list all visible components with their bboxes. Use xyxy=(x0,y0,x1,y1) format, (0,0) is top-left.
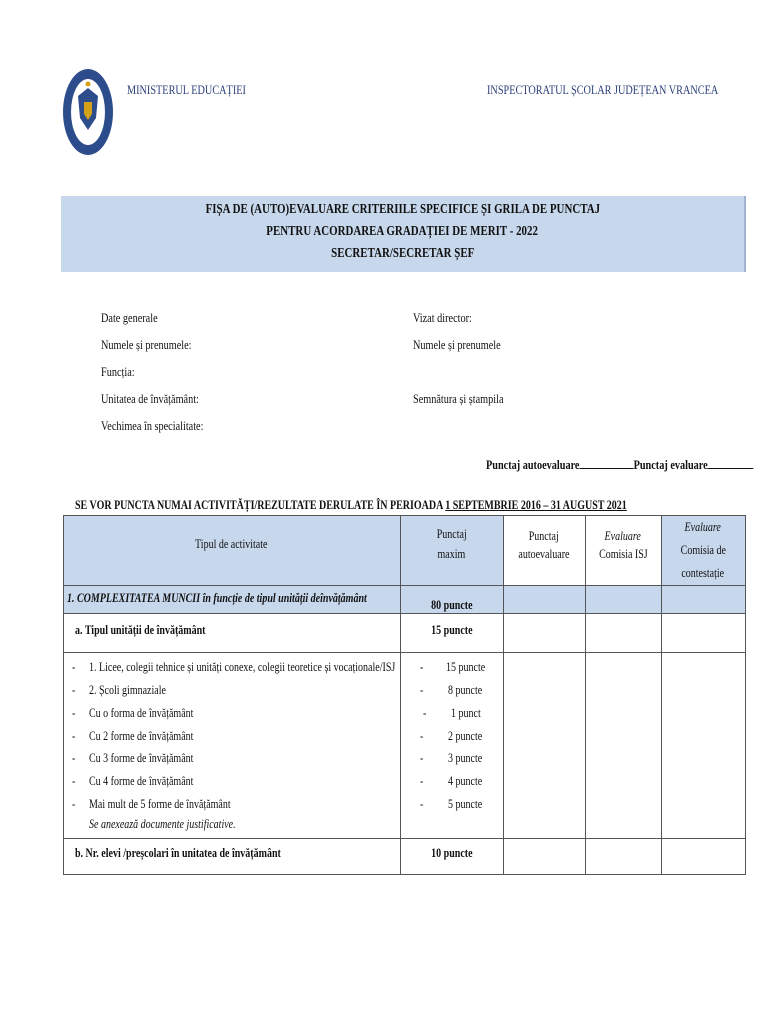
col-header-isj-1: Evaluare xyxy=(604,529,642,543)
seniority-field-label: Vechimea în specialitate: xyxy=(101,419,204,433)
period-notice xyxy=(75,498,765,513)
v-line-3 xyxy=(585,515,586,875)
h-line-5 xyxy=(63,874,746,875)
list-item-points: 4 puncte xyxy=(448,774,483,788)
section-1-points: 80 puncte xyxy=(430,598,473,612)
h-line-0 xyxy=(63,515,746,516)
sub-b-label: b. Nr. elevi /preșcolari în unitatea de învățământ xyxy=(75,846,281,860)
general-data-label: Date generale xyxy=(101,311,158,325)
section-blue-right xyxy=(503,585,661,613)
v-line-5 xyxy=(745,515,746,875)
col-header-max-1: Punctaj xyxy=(436,527,467,541)
title-line-1: FIȘA DE (AUTO)EVALUARE CRITERIILE SPECIFICE ȘI GRILA DE PUNCTAJ xyxy=(205,202,600,217)
col-header-max-2: maxim xyxy=(437,547,466,561)
list-item: Cu 2 forme de învățământ xyxy=(89,729,194,743)
col-header-self-2: autoevaluare xyxy=(518,547,570,561)
list-item-points-dash: - xyxy=(420,797,424,811)
col-header-isj-2: Comisia ISJ xyxy=(598,547,648,561)
list-item-dash: - xyxy=(72,660,76,674)
list-item-dash: - xyxy=(72,729,76,743)
list-item: 2. Școli gimnaziale xyxy=(89,683,166,697)
list-item-points-dash: - xyxy=(420,751,424,765)
list-item-dash: - xyxy=(72,774,76,788)
h-line-1 xyxy=(63,585,746,586)
h-line-4 xyxy=(63,838,746,839)
col-header-type: Tipul de activitate xyxy=(195,537,268,551)
section-1-label: 1. COMPLEXITATEA MUNCII în funcție de tipul unității deînvățământ xyxy=(67,591,367,605)
list-item-points-dash: - xyxy=(423,706,427,720)
director-approval-label: Vizat director: xyxy=(413,311,472,325)
eval-score-label: Punctaj evaluare xyxy=(633,458,708,472)
h-line-2 xyxy=(63,613,746,614)
list-item-points: 5 puncte xyxy=(448,797,483,811)
title-line-3: SECRETAR/SECRETAR ȘEF xyxy=(330,246,475,261)
list-item: Cu 3 forme de învățământ xyxy=(89,751,194,765)
eval-score-blank[interactable] xyxy=(708,456,754,469)
government-logo xyxy=(62,68,114,156)
col-header-contest-2: Comisia de xyxy=(680,543,726,557)
list-item-dash: - xyxy=(72,706,76,720)
period-range: 1 SEPTEMBRIE 2016 – 31 AUGUST 2021 xyxy=(445,498,627,512)
sub-a-points: 15 puncte xyxy=(430,623,473,637)
list-item-points-dash: - xyxy=(420,774,424,788)
v-line-1 xyxy=(400,515,401,875)
sub-a-label: a. Tipul unității de învățământ xyxy=(75,623,206,637)
list-item-points: 8 puncte xyxy=(448,683,483,697)
self-eval-score-blank[interactable] xyxy=(579,456,633,469)
period-prefix: SE VOR PUNCTA NUMAI ACTIVITĂȚI/REZULTATE DERULATE ÎN PERIOADA xyxy=(75,498,446,512)
title-band xyxy=(61,196,746,272)
score-line xyxy=(486,456,770,473)
col-header-self-1: Punctaj xyxy=(529,529,559,543)
list-item: Cu 4 forme de învățământ xyxy=(89,774,194,788)
sub-b-points: 10 puncte xyxy=(430,846,473,860)
h-line-3 xyxy=(63,652,746,653)
list-item-points: 15 puncte xyxy=(446,660,486,674)
list-item-points-dash: - xyxy=(420,660,424,674)
list-item: Cu o forma de învățământ xyxy=(89,706,194,720)
col-header-contest-3: contestație xyxy=(681,566,725,580)
v-line-2 xyxy=(503,515,504,875)
justification-note: Se anexează documente justificative. xyxy=(89,817,236,831)
director-name-label: Numele și prenumele xyxy=(413,338,501,352)
list-item-points: 2 puncte xyxy=(448,729,483,743)
title-line-2: PENTRU ACORDAREA GRADAȚIEI DE MERIT - 2022 xyxy=(266,224,539,239)
list-item-points: 3 puncte xyxy=(448,751,483,765)
list-item-dash: - xyxy=(72,683,76,697)
list-item: Mai mult de 5 forme de învățământ xyxy=(89,797,231,811)
list-item: 1. Licee, colegii tehnice și unități conexe, colegii teoretice și vocaționale/ISJ xyxy=(89,660,396,674)
col-header-contest-1: Evaluare xyxy=(684,520,722,534)
v-line-0 xyxy=(63,515,64,875)
list-item-dash: - xyxy=(72,751,76,765)
self-eval-score-label: Punctaj autoevaluare xyxy=(486,458,580,472)
school-field-label: Unitatea de învățământ: xyxy=(101,392,199,406)
list-item-points-dash: - xyxy=(420,683,424,697)
inspectorate-label: INSPECTORATUL ȘCOLAR JUDEȚEAN VRANCEA xyxy=(487,83,719,97)
list-item-dash: - xyxy=(72,797,76,811)
list-item-points: 1 punct xyxy=(451,706,481,720)
name-field-label: Numele și prenumele: xyxy=(101,338,192,352)
list-item-points-dash: - xyxy=(420,729,424,743)
signature-label: Semnătura și ștampila xyxy=(413,392,504,406)
function-field-label: Funcția: xyxy=(101,365,135,379)
ministry-label: MINISTERUL EDUCAȚIEI xyxy=(127,83,246,97)
